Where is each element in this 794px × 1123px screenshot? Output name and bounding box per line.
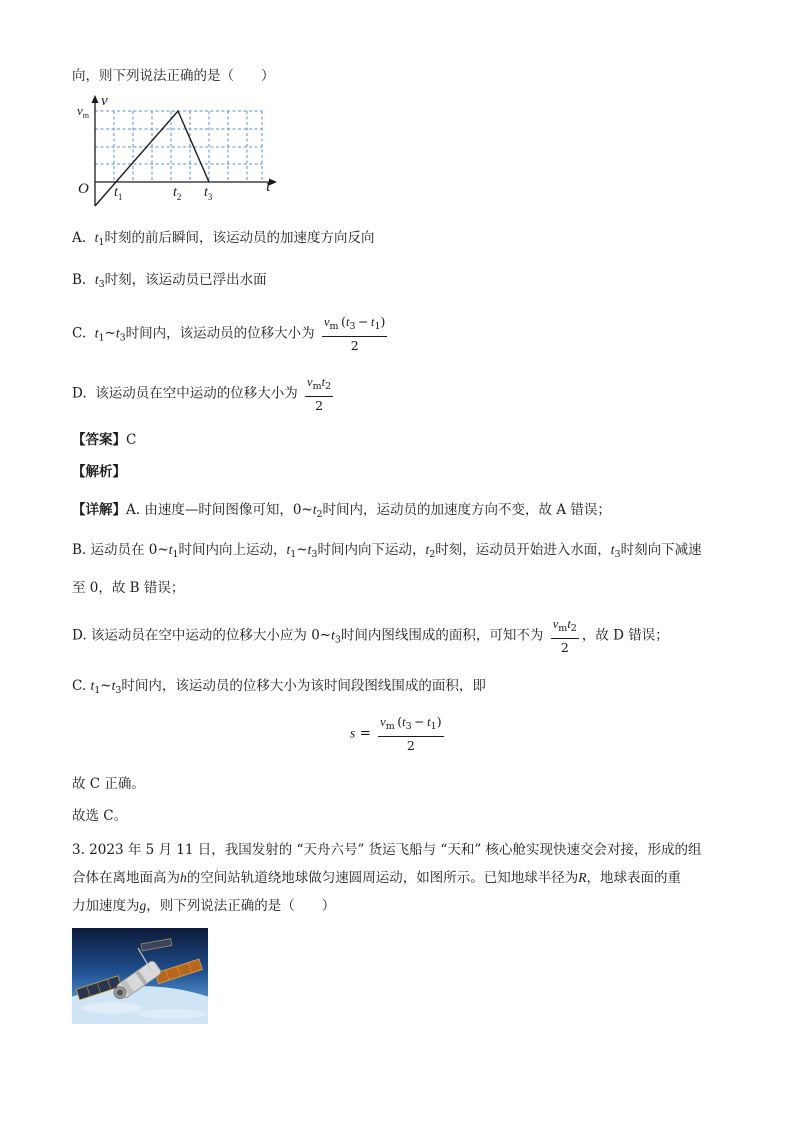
option-b: B. $t_3$时刻，该运动员已浮出水面 bbox=[72, 272, 267, 290]
detail-d-fraction: $\frac{v_mt_2}{2}$ bbox=[552, 617, 577, 655]
origin-label: O bbox=[78, 181, 89, 197]
t-axis-label: t bbox=[266, 176, 271, 195]
v-axis-arrow bbox=[92, 95, 99, 103]
t3-label: $t_3$ bbox=[204, 185, 213, 202]
c-correct: 故 C 正确。 bbox=[72, 776, 145, 792]
space-station-photo bbox=[72, 928, 208, 1024]
option-c: C. $t_1\sim t_3$时间内，该运动员的位移大小为 $\frac{v_m (t_3 - t_1)}{2}$ bbox=[72, 314, 386, 353]
v-axis-label: v bbox=[101, 93, 108, 109]
t1-label: $t_1$ bbox=[114, 185, 123, 202]
detail-b-line1: B. 运动员在 $0\sim t_1$时间内向上运动，$t_1\sim t_3$时间内向下运动，$t_2$时刻，运动员开始进入水面，$t_3$时刻向下减速 bbox=[72, 542, 702, 560]
analysis-label: 【解析】 bbox=[72, 464, 126, 480]
option-d-fraction: $\frac{v_mt_2}{2}$ bbox=[307, 375, 332, 413]
detail-d: D. 该运动员在空中运动的位移大小应为 $0\sim t_3$时间内图线围成的面积，可知不为 $\frac{v_mt_2}{2}$ ，故 D 错误； bbox=[72, 617, 669, 655]
detail-c: C. $t_1\sim t_3$时间内，该运动员的位移大小为该时间段图线围成的面积，即 bbox=[72, 678, 486, 696]
vm-label: $v_m$ bbox=[77, 103, 90, 120]
question-stem-tail: 向，则下列说法正确的是（ ） bbox=[72, 68, 275, 84]
answer-line: 【答案】C bbox=[72, 432, 137, 448]
q3-line1: 3. 2023 年 5 月 11 日，我国发射的 “天舟六号” 货运飞船与 “天和” 核心舱实现快速交会对接，形成的组 bbox=[72, 842, 702, 858]
option-d: D. 该运动员在空中运动的位移大小为 $\frac{v_mt_2}{2}$ bbox=[72, 375, 332, 413]
equation-fraction: $\frac{v_m (t_3 - t_1)}{2}$ bbox=[380, 714, 442, 753]
option-c-fraction: $\frac{v_m (t_3 - t_1)}{2}$ bbox=[323, 314, 386, 353]
detail-b-line2: 至 0，故 B 错误； bbox=[72, 580, 185, 596]
q3-line3: 力加速度为g，则下列说法正确的是（ ） bbox=[72, 898, 336, 914]
option-a: A. $t_1$时刻的前后瞬间，该运动员的加速度方向反向 bbox=[72, 230, 375, 248]
detail-a: 【详解】A. 由速度—时间图像可知，$0\sim t_2$时间内，运动员的加速度方向不变，故 A 错误； bbox=[72, 502, 611, 520]
graph-grid bbox=[95, 111, 262, 182]
choose-c: 故选 C。 bbox=[72, 808, 128, 824]
t2-label: $t_2$ bbox=[173, 185, 182, 202]
displacement-equation: s = $\frac{v_m (t_3 - t_1)}{2}$ bbox=[350, 714, 442, 753]
q3-line2: 合体在离地面高为h的空间站轨道绕地球做匀速圆周运动，如图所示。已知地球半径为R，地球表面的重 bbox=[72, 870, 681, 886]
velocity-time-graph bbox=[70, 92, 290, 208]
velocity-line bbox=[95, 111, 209, 206]
